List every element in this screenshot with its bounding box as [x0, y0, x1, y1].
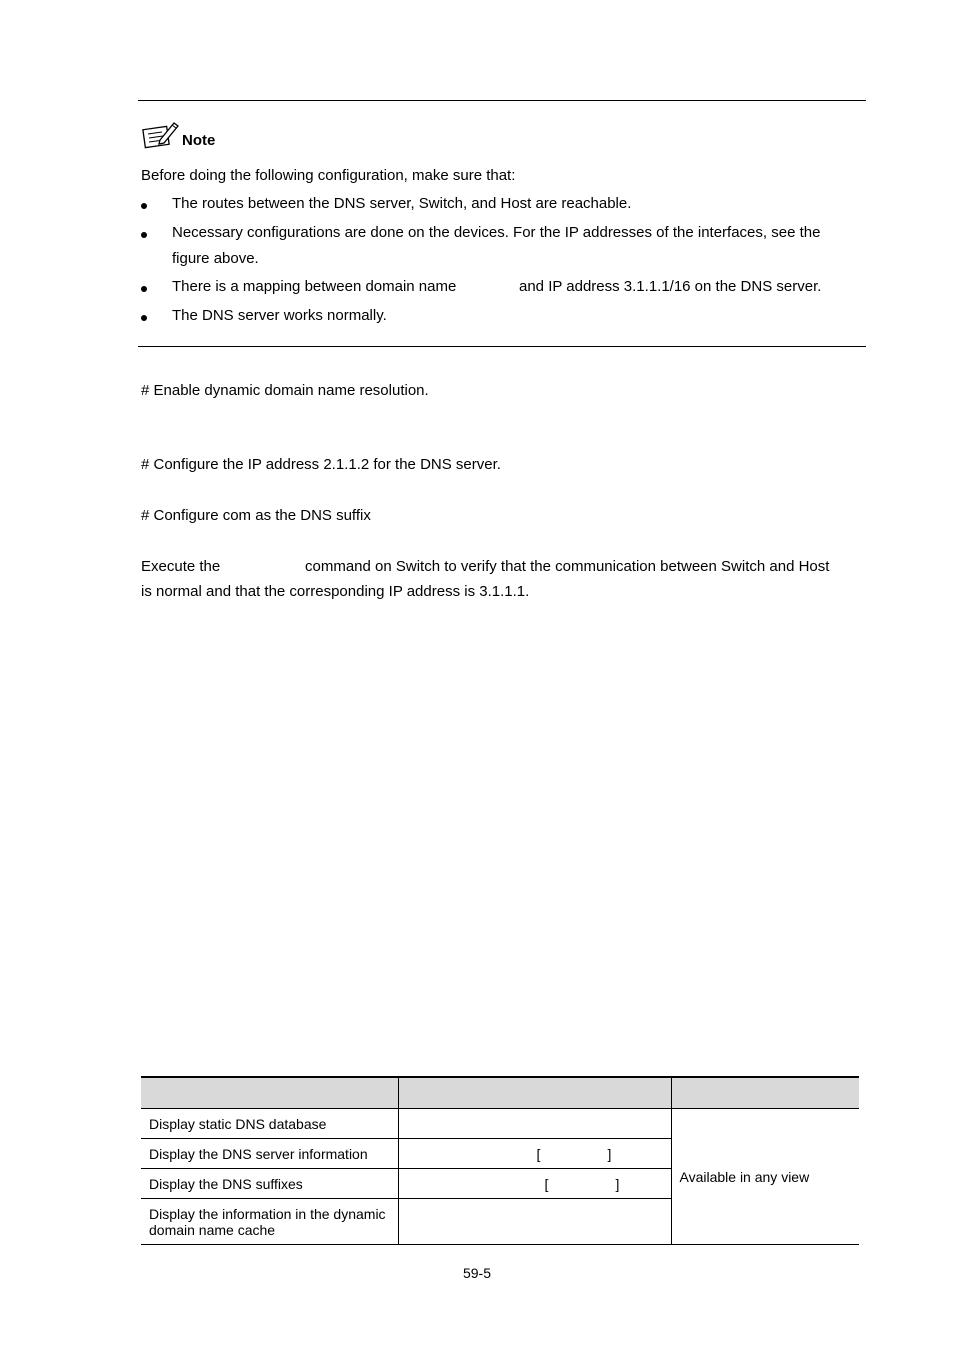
note-top-rule — [138, 100, 866, 101]
verify-text-pre: Execute the — [141, 558, 221, 575]
verify-text-post: command on Switch to verify that the communication between Switch and Host — [305, 558, 830, 575]
note-bullet-configs-cont: figure above. — [172, 250, 259, 267]
command-cell — [398, 1109, 671, 1139]
note-bullet-routes: The routes between the DNS server, Switch, and Host are reachable. — [172, 195, 632, 212]
note-bullet-mapping: There is a mapping between domain name — [172, 278, 457, 295]
note-pencil-icon — [142, 120, 180, 150]
table-row — [141, 1109, 859, 1139]
step-enable-resolution: # Enable dynamic domain name resolution. — [141, 382, 429, 399]
page-number: 59-5 — [462, 1265, 492, 1281]
step-configure-suffix: # Configure com as the DNS suffix — [141, 507, 371, 524]
bullet-dot — [141, 203, 147, 209]
verify-text-line2: is normal and that the corresponding IP address is 3.1.1.1. — [141, 583, 530, 600]
note-bullet-mapping-ip: and IP address 3.1.1.1/16 on the DNS server. — [519, 278, 822, 295]
command-cell — [398, 1139, 671, 1169]
bullet-dot — [141, 286, 147, 292]
optional-close-bracket: ] — [615, 1175, 620, 1192]
operation-cell: Display the information in the dynamic domain name cache — [141, 1199, 398, 1245]
note-label: Note — [182, 132, 216, 149]
display-commands-table — [141, 1076, 859, 1245]
note-bullet-server: The DNS server works normally. — [172, 307, 387, 324]
header-cell — [141, 1077, 398, 1109]
note-bottom-rule — [138, 346, 866, 347]
optional-close-bracket: ] — [607, 1145, 612, 1162]
note-bullet-configs: Necessary configurations are done on the devices. For the IP addresses of the interfaces, see the — [172, 224, 821, 241]
header-cell — [671, 1077, 859, 1109]
operation-cell: Display the DNS server information — [141, 1139, 398, 1169]
operation-cell: Display the DNS suffixes — [141, 1169, 398, 1199]
table-header-row — [141, 1077, 859, 1109]
step-configure-server: # Configure the IP address 2.1.1.2 for the DNS server. — [141, 456, 501, 473]
optional-open-bracket: [ — [536, 1145, 541, 1162]
command-cell — [398, 1169, 671, 1199]
bullet-dot — [141, 232, 147, 238]
note-intro: Before doing the following configuration, make sure that: — [141, 167, 516, 184]
header-cell — [398, 1077, 671, 1109]
remark-cell: Available in any view — [671, 1109, 859, 1245]
command-cell — [398, 1199, 671, 1245]
operation-cell: Display static DNS database — [141, 1109, 398, 1139]
bullet-dot — [141, 315, 147, 321]
optional-open-bracket: [ — [544, 1175, 549, 1192]
